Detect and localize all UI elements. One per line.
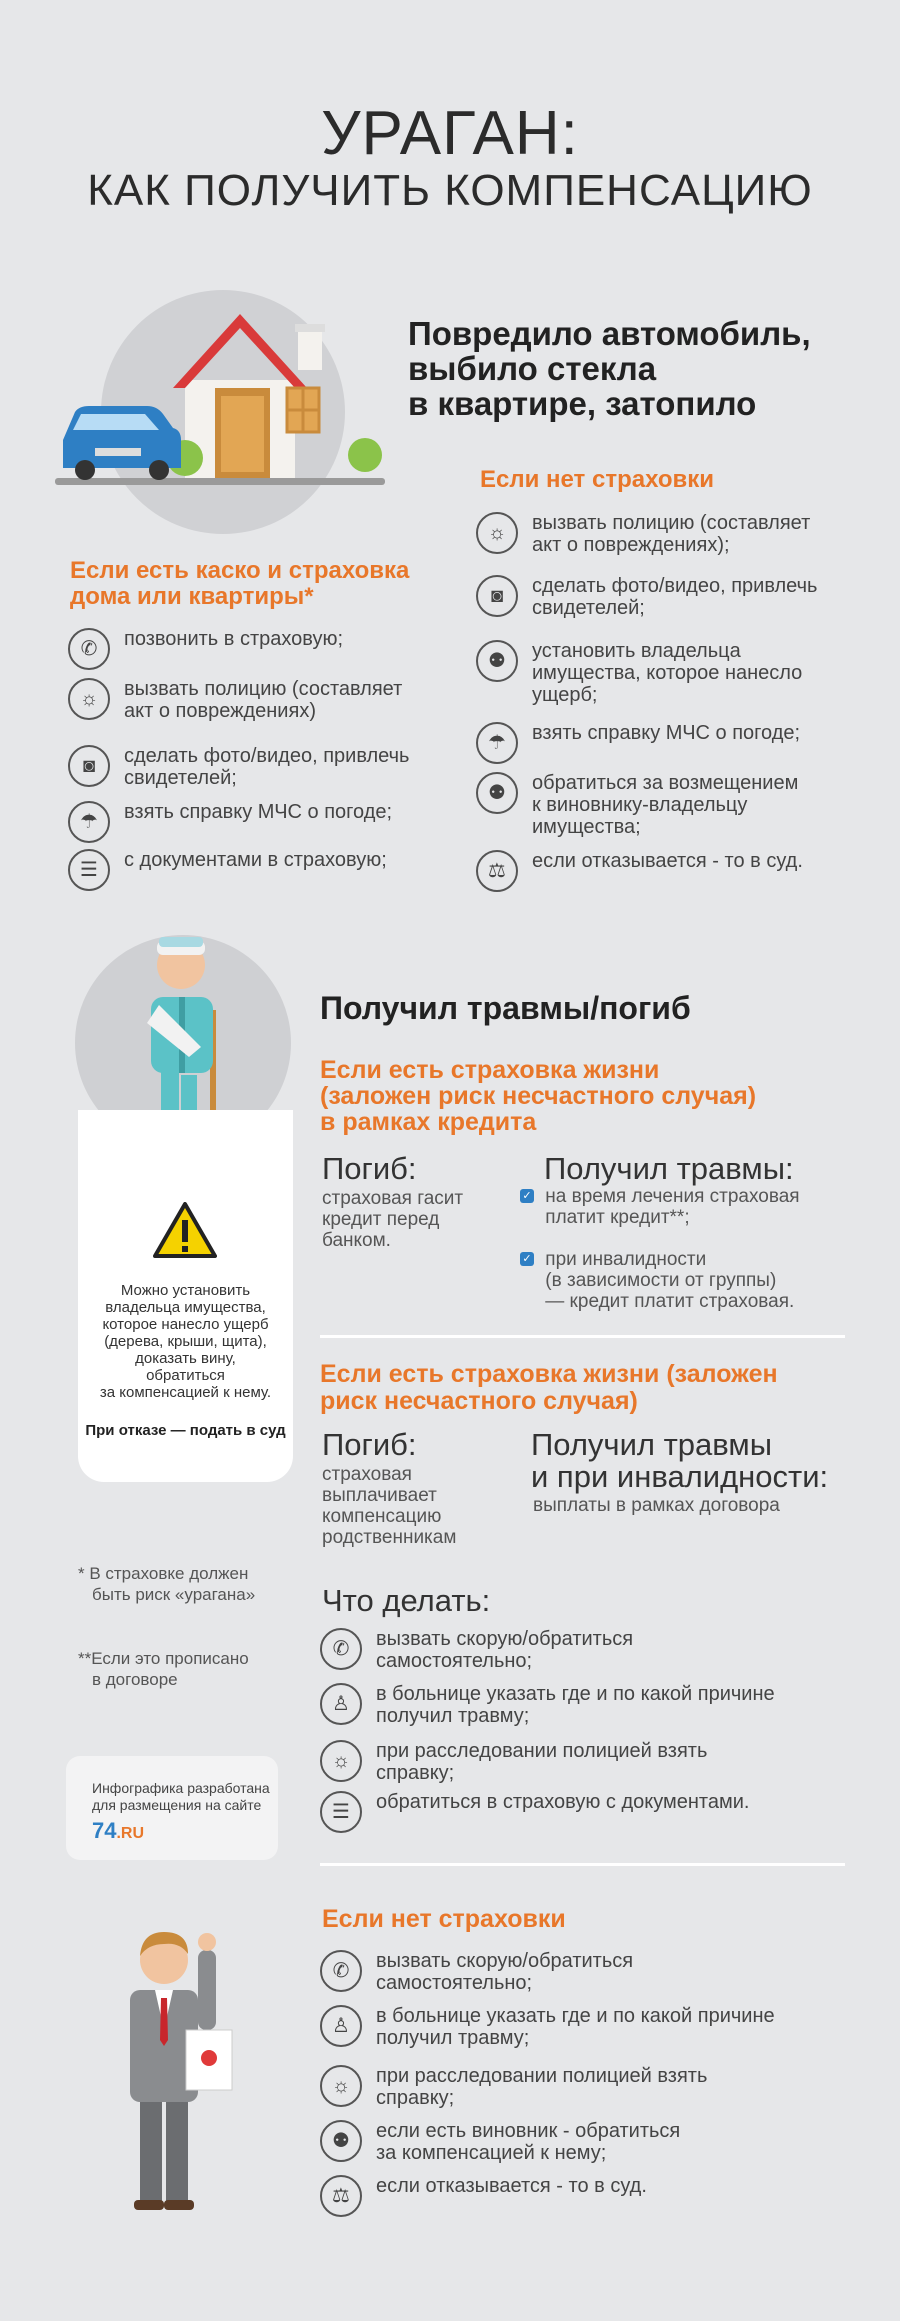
list-item-text xyxy=(532,512,810,556)
insured-heading-line: дома или квартиры* xyxy=(70,583,314,610)
list-item-text-line: самостоятельно; xyxy=(376,1972,533,1994)
list-item-text-line: самостоятельно; xyxy=(376,1650,533,1672)
list-item xyxy=(476,722,800,764)
list-item-text-line: обратиться в страховую с документами. xyxy=(376,1791,750,1813)
list-item-text-line: справку; xyxy=(376,1762,455,1784)
no-insurance-heading: Если нет страховки xyxy=(322,1905,566,1933)
phone-icon: ✆ xyxy=(320,1950,362,1992)
loan-death-text xyxy=(322,1188,463,1251)
list-item xyxy=(476,772,798,838)
life-death-title: Погиб: xyxy=(322,1427,417,1462)
loan-injury-item-line: — кредит платит страховая. xyxy=(545,1291,795,1312)
list-item-text-line: свидетелей; xyxy=(124,767,237,789)
loan-insurance-heading-line: в рамках кредита xyxy=(320,1108,537,1136)
life-injury-title-line: и при инвалидности: xyxy=(531,1459,829,1494)
list-item xyxy=(68,678,402,722)
what-to-do-heading: Что делать: xyxy=(322,1583,491,1618)
list-item-text-line: сделать фото/видео, привлечь xyxy=(124,745,410,767)
list-item-text-line: свидетелей; xyxy=(532,597,645,619)
list-item-text-line: если отказывается - то в суд. xyxy=(532,850,803,872)
list-item xyxy=(476,512,810,556)
life-injury-text: выплаты в рамках договора xyxy=(533,1495,780,1516)
list-item-text xyxy=(124,745,409,789)
list-item-text-line: получил травму; xyxy=(376,1705,530,1727)
scales-icon: ⚖ xyxy=(320,2175,362,2217)
site-logo-main: 74 xyxy=(92,1818,117,1843)
page-title: УРАГАН: xyxy=(321,99,579,168)
list-item-text-line: вызвать скорую/обратиться xyxy=(376,1950,634,1972)
list-item xyxy=(476,575,817,619)
list-item-text-line: сделать фото/видео, привлечь xyxy=(532,575,818,597)
loan-injury-item xyxy=(520,1186,800,1228)
list-item-text xyxy=(376,1791,749,1813)
warning-icon xyxy=(153,1202,217,1258)
list-item xyxy=(320,2005,775,2049)
warning-text-line: Можно установить xyxy=(120,1282,251,1299)
list-item-text-line: позвонить в страховую; xyxy=(124,628,344,650)
list-item-text-line: обратиться за возмещением xyxy=(532,772,799,794)
list-item-text-line: вызвать полицию (составляет xyxy=(532,512,811,534)
list-item-text xyxy=(532,772,798,838)
loan-insurance-heading-line: Если есть страховка жизни xyxy=(320,1056,660,1084)
loan-injury-item xyxy=(520,1249,794,1312)
list-item xyxy=(320,1950,633,1994)
checkmark-icon: ✓ xyxy=(520,1189,534,1203)
camera-icon: ◙ xyxy=(476,575,518,617)
footnote-line: быть риск «урагана» xyxy=(92,1585,256,1604)
list-item-text-line: акт о повреждениях) xyxy=(124,700,316,722)
list-item-text-line: если отказывается - то в суд. xyxy=(376,2175,647,2197)
list-item-text xyxy=(376,2005,775,2049)
life-death-text-line: выплачивает xyxy=(322,1485,437,1506)
list-item-text xyxy=(376,2120,680,2164)
site-logo-suffix: .RU xyxy=(116,1825,145,1842)
life-insurance-heading-line: Если есть страховка жизни (заложен xyxy=(320,1360,778,1388)
section1-heading-line: в квартире, затопило xyxy=(408,385,757,422)
list-item xyxy=(320,2175,647,2217)
life-insurance-heading xyxy=(320,1361,778,1415)
list-item-text-line: в больнице указать где и по какой причине xyxy=(376,2005,775,2027)
list-item-text-line: ущерб; xyxy=(532,684,598,706)
life-death-text-line: страховая xyxy=(322,1464,412,1485)
list-item xyxy=(68,745,409,789)
list-item xyxy=(320,2065,707,2109)
list-item-text-line: имущества, которое нанесло xyxy=(532,662,803,684)
life-death-text-line: родственникам xyxy=(322,1527,457,1548)
list-item xyxy=(68,628,343,670)
warning-text-line: (дерева, крыши, щита), xyxy=(104,1333,267,1350)
businessman-illustration xyxy=(100,1920,250,2220)
page-subtitle: КАК ПОЛУЧИТЬ КОМПЕНСАЦИЮ xyxy=(87,166,813,215)
footnote-hurricane xyxy=(78,1563,255,1605)
list-item-text-line: акт о повреждениях); xyxy=(532,534,730,556)
storm-cloud-icon: ☂ xyxy=(68,801,110,843)
checkmark-icon: ✓ xyxy=(520,1252,534,1266)
section2-heading: Получил травмы/погиб xyxy=(320,990,691,1026)
loan-injury-item-line: на время лечения страховая xyxy=(545,1186,800,1207)
list-item-text-line: за компенсацией к нему; xyxy=(376,2142,607,2164)
list-item-text-line: установить владельца xyxy=(532,640,741,662)
list-item-text-line: к виновнику-владельцу xyxy=(532,794,748,816)
camera-icon: ◙ xyxy=(68,745,110,787)
house-car-illustration xyxy=(55,290,395,535)
list-item-text-line: справку; xyxy=(376,2087,455,2109)
list-item xyxy=(320,2120,680,2164)
warning-text-line: которое нанесло ущерб xyxy=(102,1316,269,1333)
list-item xyxy=(320,1628,633,1672)
list-item-text-line: если есть виновник - обратиться xyxy=(376,2120,681,2142)
loan-insurance-heading xyxy=(320,1057,756,1135)
warning-text-line: за компенсацией к нему. xyxy=(99,1384,272,1401)
warning-text-line: доказать вину, xyxy=(135,1350,236,1367)
life-injury-title xyxy=(531,1429,828,1493)
loan-injury-title: Получил травмы: xyxy=(544,1151,794,1186)
insured-heading xyxy=(70,558,409,610)
loan-injury-item-line: при инвалидности xyxy=(545,1249,707,1270)
credit-card xyxy=(66,1756,278,1860)
warning-card xyxy=(78,1110,293,1482)
footnote-contract xyxy=(78,1648,249,1690)
warning-text-line: обратиться xyxy=(146,1367,225,1384)
police-siren-icon: ☼ xyxy=(476,512,518,554)
phone-icon: ✆ xyxy=(68,628,110,670)
list-item xyxy=(320,1791,749,1833)
scales-icon: ⚖ xyxy=(476,850,518,892)
list-item xyxy=(476,850,803,892)
list-item-text-line: в больнице указать где и по какой причине xyxy=(376,1683,775,1705)
loan-insurance-heading-line: (заложен риск несчастного случая) xyxy=(320,1082,757,1110)
loan-death-text-line: банком. xyxy=(322,1230,391,1251)
section1-heading xyxy=(408,316,811,421)
life-injury-title-line: Получил травмы xyxy=(531,1427,772,1462)
list-item-text-line: взять справку МЧС о погоде; xyxy=(532,722,801,744)
list-item xyxy=(68,801,392,843)
phone-icon: ✆ xyxy=(320,1628,362,1670)
warning-bold-text: При отказе — подать в суд xyxy=(85,1422,286,1439)
list-item-text-line: с документами в страховую; xyxy=(124,849,387,871)
list-item-text xyxy=(532,575,817,619)
loan-death-text-line: страховая гасит xyxy=(322,1188,464,1209)
list-item xyxy=(68,849,387,891)
list-item-text xyxy=(376,2175,647,2197)
uninsured-heading: Если нет страховки xyxy=(480,466,715,493)
list-item-text-line: получил травму; xyxy=(376,2027,530,2049)
list-item-text xyxy=(532,640,802,706)
list-item-text xyxy=(376,1683,775,1727)
list-item-text xyxy=(532,722,800,744)
person-icon: ♙ xyxy=(320,2005,362,2047)
storm-cloud-icon: ☂ xyxy=(476,722,518,764)
warning-text-line: владельца имущества, xyxy=(105,1299,266,1316)
document-icon: ☰ xyxy=(320,1791,362,1833)
list-item-text xyxy=(124,849,387,871)
people-icon: ⚉ xyxy=(476,772,518,814)
list-item-text xyxy=(124,628,343,650)
divider xyxy=(320,1863,845,1866)
police-siren-icon: ☼ xyxy=(320,1740,362,1782)
list-item-text xyxy=(124,678,402,722)
list-item-text-line: при расследовании полицией взять xyxy=(376,1740,708,1762)
list-item-text-line: при расследовании полицией взять xyxy=(376,2065,708,2087)
credit-text-line: для размещения на сайте xyxy=(92,1797,262,1813)
person-icon: ♙ xyxy=(320,1683,362,1725)
list-item-text-line: вызвать полицию (составляет xyxy=(124,678,403,700)
police-siren-icon: ☼ xyxy=(68,678,110,720)
list-item xyxy=(320,1740,707,1784)
list-item-text xyxy=(376,2065,707,2109)
list-item-text-line: имущества; xyxy=(532,816,641,838)
footnote-line: **Если это прописано xyxy=(78,1649,249,1668)
list-item-text xyxy=(124,801,392,823)
section1-heading-line: Повредило автомобиль, xyxy=(408,315,811,352)
document-icon: ☰ xyxy=(68,849,110,891)
divider xyxy=(320,1335,845,1338)
credit-text xyxy=(92,1780,270,1814)
life-death-text xyxy=(322,1464,456,1548)
list-item-text xyxy=(376,1628,633,1672)
insured-heading-line: Если есть каско и страховка xyxy=(70,557,410,584)
list-item xyxy=(476,640,802,706)
credit-text-line: Инфографика разработана xyxy=(92,1780,270,1796)
loan-injury-item-line: платит кредит**; xyxy=(545,1207,690,1228)
people-icon: ⚉ xyxy=(476,640,518,682)
loan-injury-item-line: (в зависимости от группы) xyxy=(545,1270,777,1291)
life-insurance-heading-line: риск несчастного случая) xyxy=(320,1387,638,1415)
life-death-text-line: компенсацию xyxy=(322,1506,442,1527)
people-icon: ⚉ xyxy=(320,2120,362,2162)
list-item-text xyxy=(532,850,803,872)
police-siren-icon: ☼ xyxy=(320,2065,362,2107)
list-item-text xyxy=(376,1740,707,1784)
loan-death-text-line: кредит перед xyxy=(322,1209,440,1230)
section1-heading-line: выбило стекла xyxy=(408,350,657,387)
footnote-line: в договоре xyxy=(92,1670,178,1689)
loan-death-title: Погиб: xyxy=(322,1151,417,1186)
list-item-text xyxy=(376,1950,633,1994)
list-item xyxy=(320,1683,775,1727)
footnote-line: * В страховке должен xyxy=(78,1564,249,1583)
list-item-text-line: вызвать скорую/обратиться xyxy=(376,1628,634,1650)
site-logo[interactable] xyxy=(92,1818,144,1844)
warning-text xyxy=(78,1282,293,1401)
list-item-text-line: взять справку МЧС о погоде; xyxy=(124,801,393,823)
